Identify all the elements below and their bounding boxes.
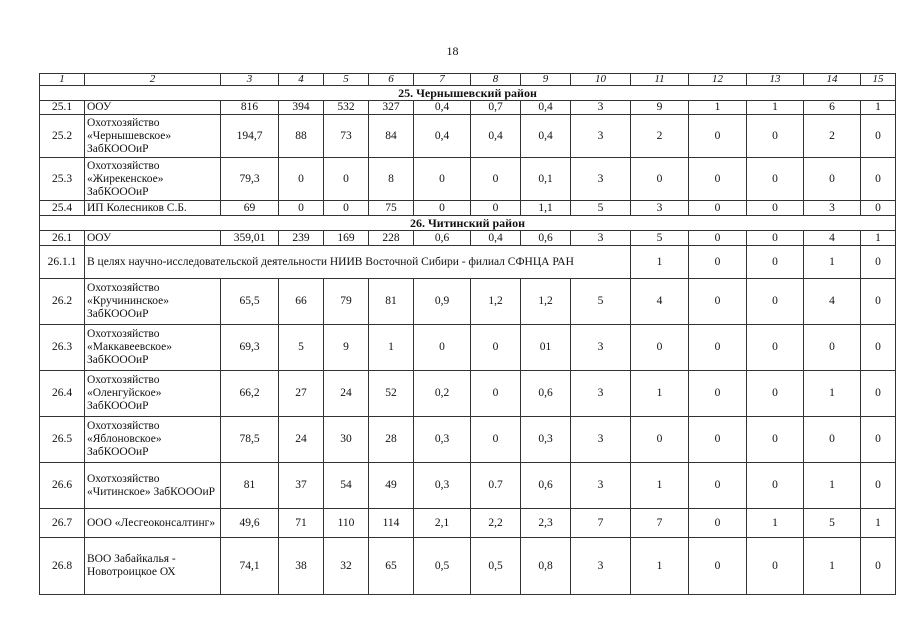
data-cell: 3: [571, 371, 631, 417]
data-cell: 0: [471, 201, 521, 216]
data-cell: 114: [369, 509, 414, 538]
column-number-cell: 11: [631, 74, 689, 86]
data-cell: 1: [631, 463, 689, 509]
data-cell: 0,5: [414, 538, 471, 595]
data-cell: 0: [324, 201, 369, 216]
data-cell: 5: [279, 325, 324, 371]
data-cell: 0: [689, 509, 747, 538]
data-cell: 0,7: [471, 101, 521, 115]
organization-name: ООО «Лесгеоконсалтинг»: [85, 509, 221, 538]
data-cell: 0,6: [521, 371, 571, 417]
data-cell: 194,7: [221, 115, 279, 158]
data-cell: 0: [747, 158, 804, 201]
table-row: [40, 371, 896, 417]
data-cell: 0,2: [414, 371, 471, 417]
data-cell: 37: [279, 463, 324, 509]
column-number-cell: 14: [804, 74, 861, 86]
data-cell: 0: [689, 417, 747, 463]
organization-name: ООУ: [85, 231, 221, 246]
data-cell: 1: [861, 231, 896, 246]
data-cell: 3: [571, 463, 631, 509]
data-cell: 0.7: [471, 463, 521, 509]
data-cell: 0: [631, 325, 689, 371]
data-cell: 0: [279, 201, 324, 216]
data-cell: 0: [279, 158, 324, 201]
data-cell: 0: [861, 246, 896, 279]
data-cell: 1: [369, 325, 414, 371]
data-cell: 1: [861, 509, 896, 538]
organization-name: ООУ: [85, 101, 221, 115]
row-number: 26.4: [40, 371, 85, 417]
data-cell: 0: [747, 279, 804, 325]
data-cell: 0: [689, 325, 747, 371]
data-cell: 394: [279, 101, 324, 115]
data-cell: 1: [631, 371, 689, 417]
data-cell: 0: [324, 158, 369, 201]
data-cell: 0,6: [521, 231, 571, 246]
data-cell: 5: [571, 279, 631, 325]
data-cell: 2,2: [471, 509, 521, 538]
data-cell: 3: [631, 201, 689, 216]
data-cell: 0: [631, 417, 689, 463]
data-cell: 0: [861, 538, 896, 595]
data-cell: 81: [369, 279, 414, 325]
data-cell: 69,3: [221, 325, 279, 371]
data-cell: 9: [631, 101, 689, 115]
row-number: 26.1: [40, 231, 85, 246]
column-number-cell: 1: [40, 74, 85, 86]
data-cell: 1: [631, 538, 689, 595]
data-cell: 0: [747, 371, 804, 417]
data-cell: 0,4: [471, 231, 521, 246]
data-cell: 28: [369, 417, 414, 463]
table-row: [40, 158, 896, 201]
data-cell: 74,1: [221, 538, 279, 595]
data-cell: 0: [861, 325, 896, 371]
data-cell: 4: [631, 279, 689, 325]
data-cell: 4: [804, 231, 861, 246]
data-cell: 1: [631, 246, 689, 279]
data-cell: 0: [631, 158, 689, 201]
data-cell: 49: [369, 463, 414, 509]
data-cell: 0: [689, 538, 747, 595]
column-number-cell: 2: [85, 74, 221, 86]
row-number: 25.4: [40, 201, 85, 216]
data-cell: 0: [861, 201, 896, 216]
data-cell: 0: [804, 417, 861, 463]
data-cell: 0: [747, 463, 804, 509]
data-cell: 0: [689, 463, 747, 509]
data-cell: 2,3: [521, 509, 571, 538]
data-cell: 1: [804, 371, 861, 417]
data-cell: 69: [221, 201, 279, 216]
row-number: 26.8: [40, 538, 85, 595]
data-cell: 30: [324, 417, 369, 463]
data-cell: 75: [369, 201, 414, 216]
data-cell: 0,3: [521, 417, 571, 463]
district-title: 25. Чернышевский район: [40, 86, 896, 101]
organization-name: Охотхозяйство «Жирекенское» ЗабКОООиР: [85, 158, 221, 201]
data-cell: 66: [279, 279, 324, 325]
data-cell: 0: [747, 325, 804, 371]
data-cell: 532: [324, 101, 369, 115]
data-cell: 0,4: [414, 101, 471, 115]
data-cell: 0: [689, 279, 747, 325]
data-cell: 239: [279, 231, 324, 246]
data-cell: 2: [631, 115, 689, 158]
table-row: [40, 201, 896, 216]
data-cell: 3: [571, 325, 631, 371]
column-number-cell: 12: [689, 74, 747, 86]
data-cell: 816: [221, 101, 279, 115]
data-cell: 0,3: [414, 463, 471, 509]
data-cell: 1: [689, 101, 747, 115]
data-cell: 0: [747, 115, 804, 158]
data-cell: 1: [804, 463, 861, 509]
data-cell: 1,2: [471, 279, 521, 325]
data-cell: 0,5: [471, 538, 521, 595]
data-cell: 7: [571, 509, 631, 538]
data-cell: 73: [324, 115, 369, 158]
data-cell: 27: [279, 371, 324, 417]
data-cell: 0: [689, 115, 747, 158]
row-number: 26.3: [40, 325, 85, 371]
table-row: [40, 509, 896, 538]
data-cell: 0,9: [414, 279, 471, 325]
district-title: 26. Читинский район: [40, 216, 896, 231]
column-number-row: [40, 74, 896, 86]
data-cell: 0: [747, 538, 804, 595]
data-cell: 65: [369, 538, 414, 595]
table-row: [40, 463, 896, 509]
column-number-cell: 4: [279, 74, 324, 86]
data-cell: 3: [804, 201, 861, 216]
data-cell: 88: [279, 115, 324, 158]
column-number-cell: 10: [571, 74, 631, 86]
data-cell: 1: [804, 538, 861, 595]
data-cell: 49,6: [221, 509, 279, 538]
organization-name: Охотхозяйство «Яблоновское» ЗабКОООиР: [85, 417, 221, 463]
data-cell: 24: [324, 371, 369, 417]
data-cell: 0: [471, 417, 521, 463]
data-cell: 0,3: [414, 417, 471, 463]
data-cell: 1: [804, 246, 861, 279]
organization-name: Охотхозяйство «Оленгуйское» ЗабКОООиР: [85, 371, 221, 417]
data-cell: 0: [689, 231, 747, 246]
column-number-cell: 8: [471, 74, 521, 86]
row-number: 26.1.1: [40, 246, 85, 279]
table-row: [40, 246, 896, 279]
data-cell: 3: [571, 101, 631, 115]
data-cell: 5: [631, 231, 689, 246]
data-cell: 0: [747, 417, 804, 463]
organization-name: Охотхозяйство «Чернышевское» ЗабКОООиР: [85, 115, 221, 158]
data-cell: 0,4: [521, 115, 571, 158]
data-cell: 78,5: [221, 417, 279, 463]
column-number-cell: 9: [521, 74, 571, 86]
data-cell: 4: [804, 279, 861, 325]
purpose-description: В целях научно-исследовательской деятельности НИИВ Восточной Сибири - филиал СФНЦА РАН: [85, 246, 631, 279]
data-cell: 0: [689, 371, 747, 417]
table-row: [40, 538, 896, 595]
row-number: 26.2: [40, 279, 85, 325]
data-cell: 0: [414, 201, 471, 216]
column-number-cell: 6: [369, 74, 414, 86]
data-cell: 0: [747, 246, 804, 279]
table-row: [40, 101, 896, 115]
organization-name: ИП Колесников С.Б.: [85, 201, 221, 216]
column-number-cell: 15: [861, 74, 896, 86]
data-cell: 3: [571, 417, 631, 463]
data-cell: 66,2: [221, 371, 279, 417]
data-cell: 0: [471, 325, 521, 371]
data-cell: 65,5: [221, 279, 279, 325]
data-cell: 5: [804, 509, 861, 538]
data-cell: 2: [804, 115, 861, 158]
table-row: [40, 115, 896, 158]
data-cell: 52: [369, 371, 414, 417]
district-header-row: [40, 216, 896, 231]
data-cell: 0,6: [521, 463, 571, 509]
data-cell: 81: [221, 463, 279, 509]
data-cell: 327: [369, 101, 414, 115]
row-number: 25.1: [40, 101, 85, 115]
data-cell: 0: [861, 463, 896, 509]
data-cell: 0: [861, 371, 896, 417]
data-cell: 38: [279, 538, 324, 595]
data-cell: 0: [804, 325, 861, 371]
column-number-cell: 7: [414, 74, 471, 86]
data-cell: 0: [861, 279, 896, 325]
data-cell: 0: [689, 158, 747, 201]
column-number-cell: 3: [221, 74, 279, 86]
data-cell: 3: [571, 231, 631, 246]
organization-name: Охотхозяйство «Кручининское» ЗабКОООиР: [85, 279, 221, 325]
data-cell: 110: [324, 509, 369, 538]
data-cell: 79: [324, 279, 369, 325]
data-cell: 1,2: [521, 279, 571, 325]
data-cell: 0,6: [414, 231, 471, 246]
organization-name: Охотхозяйство «Маккавеевское» ЗабКОООиР: [85, 325, 221, 371]
data-cell: 9: [324, 325, 369, 371]
data-cell: 3: [571, 115, 631, 158]
data-cell: 359,01: [221, 231, 279, 246]
data-cell: 24: [279, 417, 324, 463]
data-cell: 0,4: [414, 115, 471, 158]
row-number: 25.3: [40, 158, 85, 201]
table-body: [40, 74, 896, 595]
data-cell: 0: [861, 115, 896, 158]
data-cell: 1: [747, 509, 804, 538]
row-number: 26.7: [40, 509, 85, 538]
data-cell: 0: [861, 158, 896, 201]
data-cell: 6: [804, 101, 861, 115]
data-cell: 01: [521, 325, 571, 371]
data-cell: 54: [324, 463, 369, 509]
page-number: 18: [446, 44, 459, 58]
data-cell: 71: [279, 509, 324, 538]
data-cell: 32: [324, 538, 369, 595]
data-cell: 169: [324, 231, 369, 246]
data-cell: 3: [571, 158, 631, 201]
data-cell: 0,4: [471, 115, 521, 158]
organization-name: Охотхозяйство «Читинское» ЗабКОООиР: [85, 463, 221, 509]
data-cell: 2,1: [414, 509, 471, 538]
data-cell: 0: [861, 417, 896, 463]
data-cell: 0: [804, 158, 861, 201]
data-cell: 0: [471, 371, 521, 417]
row-number: 25.2: [40, 115, 85, 158]
row-number: 26.5: [40, 417, 85, 463]
table-row: [40, 325, 896, 371]
data-cell: 0,4: [521, 101, 571, 115]
column-number-cell: 13: [747, 74, 804, 86]
data-cell: 0: [747, 201, 804, 216]
data-cell: 0,8: [521, 538, 571, 595]
data-cell: 8: [369, 158, 414, 201]
row-number: 26.6: [40, 463, 85, 509]
data-cell: 0: [689, 201, 747, 216]
data-cell: 0: [414, 158, 471, 201]
data-cell: 0: [747, 231, 804, 246]
data-cell: 0: [414, 325, 471, 371]
table-row: [40, 279, 896, 325]
data-cell: 5: [571, 201, 631, 216]
data-cell: 0,1: [521, 158, 571, 201]
data-cell: 0: [689, 246, 747, 279]
data-cell: 7: [631, 509, 689, 538]
data-cell: 79,3: [221, 158, 279, 201]
table-row: [40, 231, 896, 246]
hunting-data-table: [39, 73, 896, 595]
column-number-cell: 5: [324, 74, 369, 86]
table-row: [40, 417, 896, 463]
data-cell: 1,1: [521, 201, 571, 216]
data-cell: 3: [571, 538, 631, 595]
data-cell: 1: [747, 101, 804, 115]
data-cell: 0: [471, 158, 521, 201]
data-cell: 1: [861, 101, 896, 115]
data-cell: 84: [369, 115, 414, 158]
data-cell: 228: [369, 231, 414, 246]
district-header-row: [40, 86, 896, 101]
organization-name: ВОО Забайкалья - Новотроицкое ОХ: [85, 538, 221, 595]
